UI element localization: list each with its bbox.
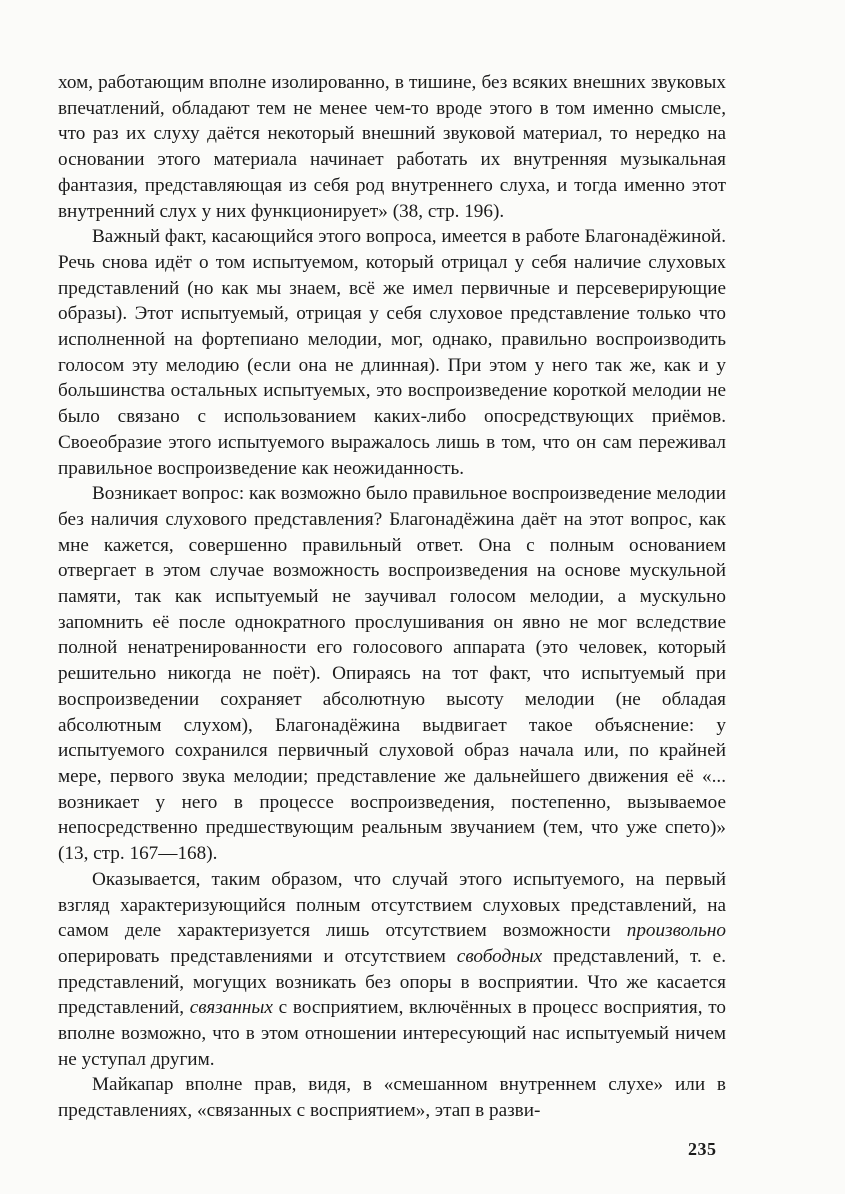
emphasis-svobodnyh: свободных [456,945,543,967]
emphasis-proizvolno: произвольно [626,920,726,942]
paragraph-2: Важный факт, касающийся этого вопроса, имеется в работе Благонадёжиной. Речь снова идёт о том испытуемом, который отрицал у себя наличие слуховых представлений (но как мы знаем, всё же имел первичные и персеверирующие образы). Этот испытуемый, отрицая у себя слуховое представление только что исполненной на фортепиано мелодии, мог, однако, правильно воспроизводить голосом эту мелодию (если она не длинная). При этом у него так же, как и у большинства остальных испытуемых, это воспроизведение короткой мелодии не было связано с использованием каких-либо опосредствующих приёмов. Своеобразие этого испытуемого выражалось лишь в том, что он сам переживал правильное воспроизведение как неожиданность. [58,226,726,479]
paragraph-4 [58,867,726,1073]
paragraph-4-part-3: оперировать представлениями и отсутствием [58,945,457,967]
emphasis-svyazannyh: связанных [189,997,273,1019]
page-body [58,70,726,1124]
paragraph-5: Майкапар вполне прав, видя, в «смешанном внутреннем слухе» или в представлениях, «связанных с восприятием», этап в разви- [58,1074,726,1122]
paragraph-3: Возникает вопрос: как возможно было правильное воспроизведение мелодии без наличия слухового представления? Благонадёжина даёт на этот вопрос, как мне кажется, совершенно правильный ответ. Она с полным основанием отвергает в этом случае возможность воспроизведения на основе мускульной памяти, так как испытуемый не заучивал голосом мелодии, а мускульно запомнить её после однократного прослушивания он явно не мог вследствие полной ненатренированности его голосового аппарата (это человек, который решительно никогда не поёт). Опираясь на тот факт, что испытуемый при воспроизведении сохраняет абсолютную высоту мелодии (не обладая абсолютным слухом), Благонадёжина выдвигает такое объяснение: у испытуемого сохранился первичный слуховой образ начала или, по крайней мере, первого звука мелодии; представление же дальнейшего движения её «... возникает у него в процессе воспроизведения, постепенно, вызываемое непосредственно предшествующим реальным звучанием (тем, что уже спето)» (13, стр. 167—168). [58,483,726,865]
paragraph-4-part-1: Оказывается, таким образом, что случай этого испытуемого, на первый взгляд характеризующийся полным отсутствием слуховых представлений, на самом деле характеризуется лишь отсутствием возможности [58,868,726,942]
paragraph-4-part-5: представлений, т. е. представлений, могущих возникать без опоры в восприятии. Что же касается представлений, [58,945,726,1019]
paragraph-4-part-7: с восприятием, включённых в процесс восприятия, то вполне возможно, что в этом отношении интересующий нас испытуемый ничем не уступал другим. [58,997,726,1070]
page-number: 235 [688,1139,717,1159]
paragraph-1: хом, работающим вполне изолированно, в тишине, без всяких внешних звуковых впечатлений, обладают тем не менее чем-то вроде этого в том именно смысле, что раз их слуху даётся некоторый внешний звуковой материал, то нередко на основании этого материала начинает работать их внутренняя музыкальная фантазия, представляющая из себя род внутреннего слуха, и тогда именно этот внутренний слух у них функционирует» (38, стр. 196). [58,72,726,222]
